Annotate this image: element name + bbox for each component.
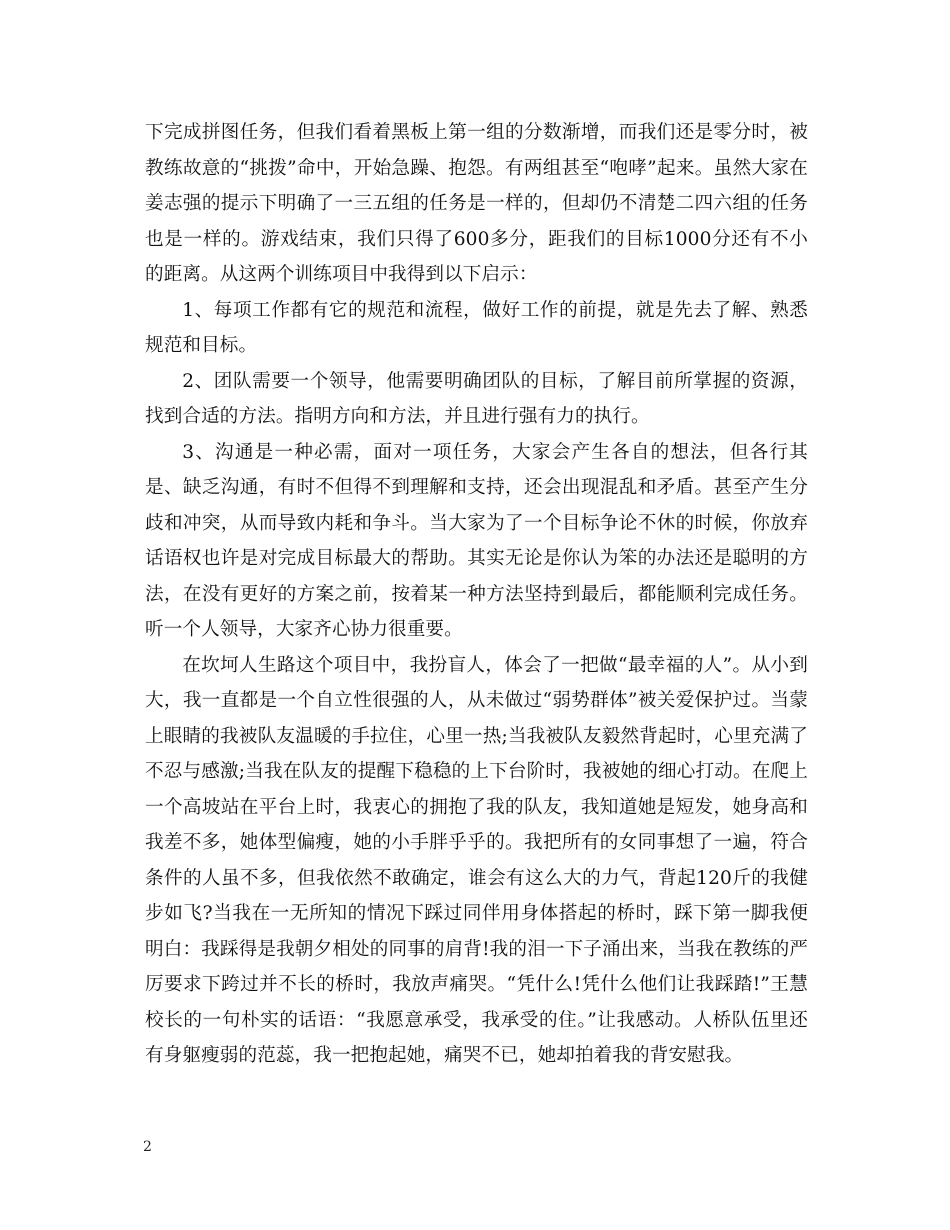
document-body <box>145 115 808 1074</box>
paragraph-5: 在坎坷人生路这个项目中，我扮盲人，体会了一把做“最幸福的人”。从小到大，我一直都是一个自立性很强的人，从未做过“弱势群体”被关爱保护过。当蒙上眼睛的我被队友温暖的手拉住，心里一热;当我被队友毅然背起时，心里充满了不忍与感激;当我在队友的提醒下稳稳的上下台阶时，我被她的细心打动。在爬上一个高坡站在平台上时，我衷心的拥抱了我的队友，我知道她是短发，她身高和我差不多，她体型偏瘦，她的小手胖乎乎的。我把所有的女同事想了一遍，符合条件的人虽不多，但我依然不敢确定，谁会有这么大的力气，背起120斤的我健步如飞?当我在一无所知的情况下踩过同伴用身体搭起的桥时，踩下第一脚我便明白：我踩得是我朝夕相处的同事的肩背!我的泪一下子涌出来，当我在教练的严厉要求下跨过并不长的桥时，我放声痛哭。“凭什么!凭什么他们让我踩踏!”王慧校长的一句朴实的话语：“我愿意承受，我承受的住。”让我感动。人桥队伍里还有身躯瘦弱的范蕊，我一把抱起她，痛哭不已，她却拍着我的背安慰我。 <box>145 654 808 1066</box>
paragraph-1: 下完成拼图任务，但我们看着黑板上第一组的分数渐增，而我们还是零分时，被教练故意的“挑拨”命中，开始急躁、抱怨。有两组甚至“咆哮”起来。虽然大家在姜志强的提示下明确了一三五组的任务是一样的，但却仍不清楚二四六组的任务也是一样的。游戏结束，我们只得了600多分，距我们的目标1000分还有不小的距离。从这两个训练项目中我得到以下启示： <box>145 122 808 285</box>
page-number: 2 <box>143 1139 152 1155</box>
paragraph-4: 3、沟通是一种必需，面对一项任务，大家会产生各自的想法，但各行其是、缺乏沟通，有时不但得不到理解和支持，还会出现混乱和矛盾。甚至产生分歧和冲突，从而导致内耗和争斗。当大家为了一个目标争论不休的时候，你放弃话语权也许是对完成目标最大的帮助。其实无论是你认为笨的办法还是聪明的方法，在没有更好的方案之前，按着某一种方法坚持到最后，都能顺利完成任务。听一个人领导，大家齐心协力很重要。 <box>145 441 808 640</box>
paragraph-2: 1、每项工作都有它的规范和流程，做好工作的前提，就是先去了解、熟悉规范和目标。 <box>145 299 808 356</box>
paragraph-3: 2、团队需要一个领导，他需要明确团队的目标，了解目前所掌握的资源，找到合适的方法。指明方向和方法，并且进行强有力的执行。 <box>145 370 808 427</box>
